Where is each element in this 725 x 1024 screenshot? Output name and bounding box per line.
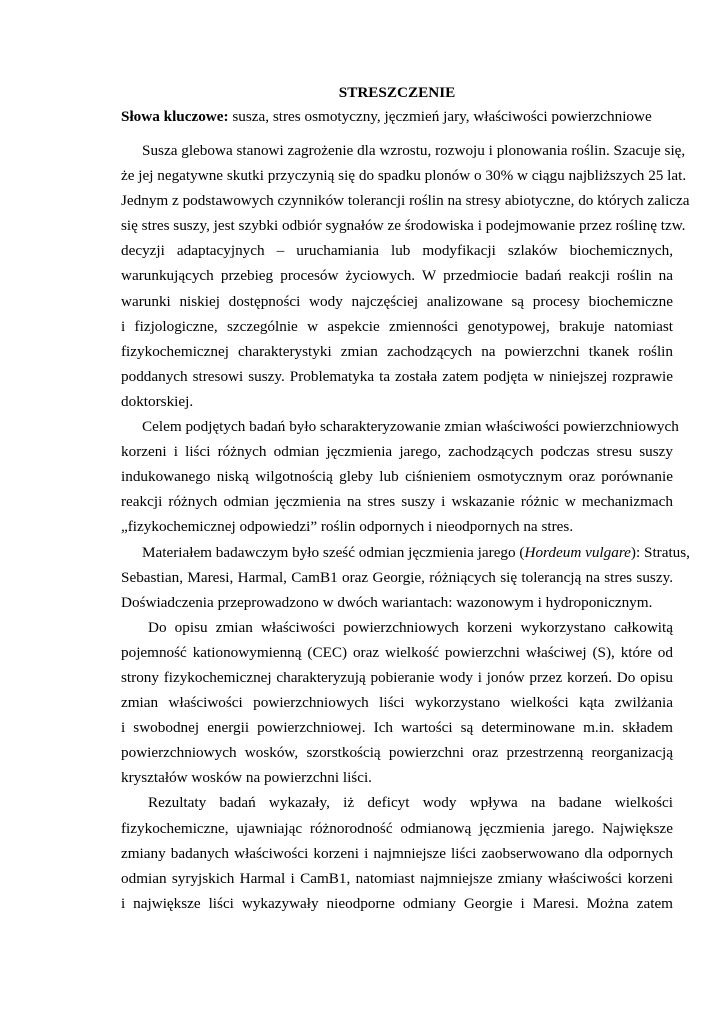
paragraph-line: i największe liści wykazywały nieodporne odmiany Georgie i Maresi. Można zatem: [121, 894, 673, 912]
paragraph-5: [121, 790, 673, 915]
paragraph-line: doktorskiej.: [121, 392, 194, 410]
paragraph-line: warunkujących przebieg procesów życiowych. W przedmiocie badań reakcji roślin na: [121, 267, 673, 285]
paragraph-line: korzeni i liści różnych odmian jęczmienia jarego, zachodzących podczas stresu suszy: [121, 443, 673, 461]
paragraph-2: [121, 414, 679, 539]
paragraph-line: „fizykochemicznej odpowiedzi” roślin odpornych i nieodpornych na stres.: [121, 518, 574, 536]
paragraph-line: pojemność kationowymienną (CEC) oraz wielkość powierzchni właściwej (S), które od: [121, 643, 673, 661]
paragraph-line: decyzji adaptacyjnych – uruchamiania lub modyfikacji szlaków biochemicznych,: [121, 242, 673, 260]
paragraph-line: że jej negatywne skutki przyczynią się do spadku plonów o 30% w ciągu najbliższych 25 lat.: [121, 167, 687, 185]
keywords-line: [121, 107, 673, 127]
page-title: STRESZCZENIE: [338, 84, 456, 101]
paragraph-4: [121, 615, 673, 791]
paragraph-line: fizykochemiczne, ujawniając różnorodność odmianową jęczmienia jarego. Największe: [121, 819, 673, 837]
paragraph-line: odmian syryjskich Harmal i CamB1, natomiast najmniejsze zmiany właściwości korzeni: [121, 869, 673, 887]
paragraph-line: [121, 540, 690, 565]
paragraph-1: [121, 138, 690, 414]
document-page: [121, 83, 690, 916]
paragraph-line: Rezultaty badań wykazały, iż deficyt wody wpływa na badane wielkości: [148, 794, 673, 812]
paragraph-line: Do opisu zmian właściwości powierzchniowych korzeni wykorzystano całkowitą: [148, 618, 673, 636]
keywords-label: Słowa kluczowe:: [121, 108, 229, 125]
text-segment: Materiałem badawczym było sześć odmian jęczmienia jarego (: [142, 543, 525, 561]
paragraph-line: i fizjologiczne, szczególnie w aspekcie zmienności genotypowej, brakuje natomiast: [121, 317, 673, 335]
paragraph-line: Doświadczenia przeprowadzono w dwóch wariantach: wazonowym i hydroponicznym.: [121, 593, 653, 611]
paragraph-line: fizykochemicznej charakterystyki zmian zachodzących na powierzchni tkanek roślin: [121, 342, 673, 360]
paragraph-line: reakcji różnych odmian jęczmienia na stres suszy i wskazanie różnic w mechanizmach: [121, 493, 673, 511]
paragraph-line: strony fizykochemicznej charakteryzują pobieranie wody i jonów przez korzeń. Do opisu: [121, 668, 673, 686]
paragraph-line: zmian właściwości powierzchniowych liści wykorzystano wielkości kąta zwilżania: [121, 694, 673, 712]
paragraph-line: Sebastian, Maresi, Harmal, CamB1 oraz Georgie, różniących się tolerancją na stres suszy.: [121, 568, 673, 586]
paragraph-line: i swobodnej energii powierzchniowej. Ich wartości są determinowane m.in. składem: [121, 719, 673, 737]
paragraph-line: zmiany badanych właściwości korzeni i najmniejsze liści zaobserwowano dla odpornych: [121, 844, 673, 862]
paragraph-line: kryształów wosków na powierzchni liści.: [121, 769, 372, 787]
paragraph-line: powierzchniowych wosków, szorstkością powierzchni oraz przestrzenną reorganizacją: [121, 744, 673, 762]
paragraph-line: się stres suszy, jest szybki odbiór sygnałów ze środowiska i podejmowanie przez roślinę tzw.: [121, 217, 686, 235]
paragraph-line: warunki niskiej dostępności wody najczęściej analizowane są procesy biochemiczne: [121, 292, 673, 310]
text-segment: ): Stratus,: [630, 543, 690, 561]
paragraph-3: [121, 540, 690, 615]
paragraph-line: Jednym z podstawowych czynników tolerancji roślin na stresy abiotyczne, do których zalicza: [121, 192, 690, 210]
paragraph-line: Celem podjętych badań było scharakteryzowanie zmian właściwości powierzchniowych: [142, 418, 679, 436]
paragraph-line: indukowanego niską wilgotnością gleby lub ciśnieniem osmotycznym oraz porównanie: [121, 468, 673, 486]
paragraph-line: Susza glebowa stanowi zagrożenie dla wzrostu, rozwoju i plonowania roślin. Szacuje się,: [142, 142, 686, 159]
paragraph-line: poddanych stresowi suszy. Problematyka ta została zatem podjęta w niniejszej rozprawie: [121, 367, 673, 385]
keywords-text: susza, stres osmotyczny, jęczmień jary, właściwości powierzchniowe: [228, 108, 652, 125]
species-name: Hordeum vulgare: [524, 543, 631, 561]
